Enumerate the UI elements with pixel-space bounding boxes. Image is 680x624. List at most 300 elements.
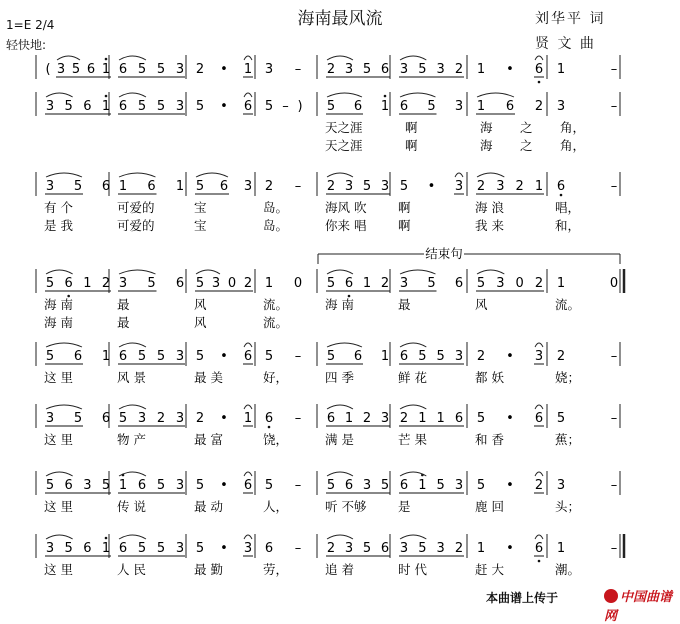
lyric-word: 海 浪: [475, 200, 504, 215]
note: 2: [264, 179, 274, 194]
note: 1: [418, 478, 427, 493]
lyric-word: 最: [117, 297, 130, 312]
note: 1: [556, 62, 566, 77]
slur: [46, 270, 73, 274]
note: –: [294, 411, 302, 426]
lyric-word: 这 里: [44, 562, 73, 577]
lyric-word: 最: [117, 315, 130, 330]
lyric-word: 啊: [398, 218, 411, 233]
note: 5: [195, 179, 205, 194]
note: 5: [73, 411, 83, 426]
lyric-word: 海风 吹: [325, 200, 367, 215]
note: 3: [45, 541, 55, 556]
note: 5: [195, 99, 205, 114]
lyric-word: 好，: [263, 370, 289, 385]
lyric-word: 赶 大: [475, 562, 504, 577]
slur: [400, 343, 426, 347]
slur: [327, 535, 353, 539]
low-octave-dot: [560, 194, 563, 197]
note: 6: [399, 99, 409, 114]
note: –: [610, 478, 618, 493]
note: 5: [195, 349, 205, 364]
note: 3: [175, 541, 185, 556]
note: 3: [436, 62, 445, 77]
note: 6: [556, 179, 566, 194]
lyric-word: 这 里: [44, 370, 73, 385]
note: 5: [362, 541, 372, 556]
note: 3: [56, 62, 66, 77]
note: 2: [399, 411, 409, 426]
slur: [327, 343, 362, 347]
note: 5: [45, 276, 55, 291]
note: 6: [86, 62, 96, 77]
note: 5: [418, 62, 427, 77]
note: 5: [427, 276, 436, 291]
slur: [400, 535, 426, 539]
high-octave-dot: [105, 95, 108, 98]
note: 5: [399, 179, 409, 194]
note: 3: [534, 349, 544, 364]
note: 5: [195, 276, 205, 291]
low-octave-dot: [268, 426, 271, 429]
note: 3: [264, 62, 274, 77]
lyric-word: 可爱的: [117, 200, 155, 215]
note: 1: [556, 541, 566, 556]
note: –: [610, 62, 618, 77]
lyric-word: 流。: [263, 297, 289, 312]
note: 1: [175, 179, 185, 194]
note: •: [220, 62, 228, 77]
note: 1: [101, 541, 111, 556]
lyric-word: 满 是: [325, 432, 354, 447]
lyric-word: 时 代: [398, 562, 427, 577]
slur: [327, 405, 353, 409]
note: 5: [264, 349, 274, 364]
note: •: [506, 62, 514, 77]
note: 6: [219, 179, 229, 194]
note: 6: [534, 411, 544, 426]
note: –: [294, 62, 302, 77]
note: 6: [243, 478, 253, 493]
slur: [46, 535, 73, 539]
note: 1: [476, 541, 486, 556]
note: 1: [380, 349, 390, 364]
note: •: [506, 478, 514, 493]
slur: [57, 56, 80, 60]
lyric-word: 四 季: [325, 370, 354, 385]
slur: [119, 173, 156, 177]
note: 3: [137, 411, 147, 426]
note: 2: [534, 276, 544, 291]
slur: [119, 270, 156, 274]
lyric-word: 最 勤: [194, 562, 223, 577]
composer-credit: 贤 文 曲: [535, 36, 596, 52]
slur: [46, 343, 82, 347]
note: 5: [380, 478, 390, 493]
slur: [119, 343, 146, 347]
slur: [46, 93, 73, 97]
note: 1: [418, 411, 427, 426]
note: 3: [496, 179, 505, 194]
note: 5: [45, 349, 55, 364]
note: 6: [534, 62, 544, 77]
note: 3: [362, 478, 372, 493]
lyric-word: 流。: [263, 315, 289, 330]
lyric-word: 这 里: [44, 499, 73, 514]
note: 6: [83, 541, 92, 556]
note: 6: [326, 411, 336, 426]
lyric-word: 和，: [555, 218, 581, 233]
slur: [244, 405, 252, 409]
lyric-word: 鹿 回: [475, 499, 504, 514]
note: 3: [380, 411, 390, 426]
note: (: [45, 62, 51, 77]
note: 3: [344, 179, 354, 194]
lyric-word: 可爱的: [117, 218, 155, 233]
note: 2: [534, 478, 544, 493]
note: 1: [101, 349, 111, 364]
lyric-word: 天之涯: [325, 138, 363, 153]
slur: [46, 405, 82, 409]
slur: [244, 535, 252, 539]
note: 2: [326, 179, 336, 194]
note: 1: [476, 99, 486, 114]
note: 6: [101, 411, 111, 426]
note: 5: [476, 411, 486, 426]
lyric-word: 风 景: [117, 370, 146, 385]
lyric-word: 宝: [194, 200, 207, 215]
note: 6: [243, 349, 253, 364]
note: •: [506, 349, 514, 364]
note: 6: [118, 99, 128, 114]
note: 3: [496, 276, 505, 291]
note: 6: [73, 349, 83, 364]
high-octave-dot: [384, 95, 387, 98]
slur: [535, 535, 543, 539]
lyric-word: 有 个: [44, 200, 73, 215]
lyric-word: 传 说: [117, 499, 146, 514]
slur: [244, 343, 252, 347]
note: 6: [137, 478, 147, 493]
note: 1: [476, 62, 486, 77]
lyric-word: 啊: [405, 120, 418, 135]
note: 2: [380, 276, 390, 291]
note: 1: [362, 276, 372, 291]
slur: [196, 173, 228, 177]
note: 6: [454, 411, 464, 426]
note: 5: [362, 179, 372, 194]
note: 2: [156, 411, 166, 426]
note: 1: [243, 62, 253, 77]
slur: [46, 472, 73, 476]
slur: [477, 93, 514, 97]
note: 2: [454, 541, 464, 556]
note: 6: [101, 179, 111, 194]
note: 3: [175, 99, 185, 114]
lyric-word: 海: [480, 120, 493, 135]
note: 6: [147, 179, 156, 194]
note: •: [506, 541, 514, 556]
note: 5: [64, 99, 73, 114]
lyric-word: 头；: [555, 499, 581, 514]
note: –: [610, 99, 618, 114]
note: 1: [264, 276, 274, 291]
note: 6: [534, 541, 544, 556]
note: 1: [83, 276, 92, 291]
note: 2: [326, 541, 336, 556]
lyric-word: 风: [194, 297, 207, 312]
slur: [327, 173, 353, 177]
note: 1: [344, 411, 354, 426]
note: 0: [515, 276, 524, 291]
low-octave-dot: [538, 560, 541, 563]
lyric-word: 角，: [560, 138, 586, 153]
note: 3: [175, 411, 185, 426]
lyric-word: 天之涯: [325, 120, 363, 135]
note: 6: [264, 541, 274, 556]
note: 3: [399, 541, 409, 556]
high-octave-dot: [105, 58, 108, 61]
note: 5: [156, 62, 166, 77]
note: 2: [243, 276, 253, 291]
note: 1: [101, 99, 111, 114]
note: 3: [344, 541, 354, 556]
note: 6: [399, 349, 409, 364]
note: 6: [505, 99, 515, 114]
lyric-word: 风: [475, 297, 488, 312]
note: 6: [380, 541, 390, 556]
lyric-word: 是 我: [44, 218, 73, 233]
note: 0: [609, 276, 619, 291]
slur: [244, 56, 252, 60]
note: 5: [195, 541, 205, 556]
lyric-word: 角，: [560, 120, 586, 135]
note: –: [294, 349, 302, 364]
note: 3: [454, 179, 464, 194]
lyric-word: 娆；: [555, 370, 581, 385]
note: 5: [147, 276, 156, 291]
note: 2: [362, 411, 372, 426]
note: 3: [454, 99, 464, 114]
slur: [477, 270, 504, 274]
note: 3: [344, 62, 354, 77]
note: 3: [556, 478, 566, 493]
note: 3: [436, 541, 445, 556]
note: 0: [293, 276, 303, 291]
slur: [400, 270, 436, 274]
lyric-word: 唱，: [555, 200, 581, 215]
note: 2: [556, 349, 566, 364]
lyric-word: 芒 果: [398, 432, 427, 447]
note: –: [294, 541, 302, 556]
note: 1: [101, 62, 111, 77]
lyric-word: 流。: [555, 297, 581, 312]
note: 2: [476, 349, 486, 364]
note: 5: [101, 478, 111, 493]
note: 5: [195, 478, 205, 493]
lyric-word: 饶，: [263, 432, 289, 447]
slur: [244, 93, 252, 97]
note: 1: [243, 411, 253, 426]
lyric-word: 蕉；: [555, 432, 581, 447]
note: 5: [418, 541, 427, 556]
note: 3: [399, 276, 409, 291]
lyric-word: 啊: [405, 138, 418, 153]
slur: [119, 56, 146, 60]
note: 6: [399, 478, 409, 493]
note: 3: [83, 478, 92, 493]
note: ): [297, 99, 303, 114]
note: 0: [227, 276, 237, 291]
lyric-word: 和 香: [475, 432, 504, 447]
note: 5: [476, 276, 486, 291]
note: 6: [243, 99, 253, 114]
slur: [400, 405, 426, 409]
low-octave-dot: [538, 81, 541, 84]
note: 3: [556, 99, 566, 114]
note: 5: [556, 411, 566, 426]
lyric-word: 岛。: [263, 200, 289, 215]
note: 5: [156, 99, 166, 114]
note: 3: [243, 179, 253, 194]
note: 6: [64, 478, 73, 493]
note: 5: [264, 478, 274, 493]
note: 6: [353, 349, 363, 364]
note: 3: [243, 541, 253, 556]
lyric-word: 物 产: [117, 432, 146, 447]
lyric-word: 海 南: [325, 297, 354, 312]
note: •: [220, 349, 228, 364]
lyric-word: 都 妖: [475, 370, 504, 385]
slur: [327, 93, 362, 97]
note: 5: [71, 62, 81, 77]
note: 5: [427, 99, 436, 114]
site-logo: 中国曲谱网: [604, 590, 673, 624]
note: 6: [353, 99, 363, 114]
note: 5: [137, 62, 147, 77]
note: 5: [436, 478, 445, 493]
note: 5: [137, 541, 147, 556]
note: 3: [380, 179, 390, 194]
high-octave-dot: [105, 537, 108, 540]
note: –: [610, 411, 618, 426]
note: 6: [344, 478, 354, 493]
lyric-word: 你来 唱: [325, 218, 367, 233]
note: •: [220, 411, 228, 426]
note: 5: [137, 99, 147, 114]
note: –: [610, 179, 618, 194]
lyric-word: 之: [520, 138, 533, 153]
lyric-word: 宝: [194, 218, 207, 233]
lyric-word: 最 富: [194, 432, 223, 447]
lyric-word: 最 动: [194, 499, 223, 514]
note: 6: [118, 349, 128, 364]
slur: [119, 535, 146, 539]
note: 1: [118, 478, 128, 493]
note: 5: [156, 541, 166, 556]
lyric-word: 海 南: [44, 297, 73, 312]
note: 6: [380, 62, 390, 77]
note: •: [220, 541, 228, 556]
note: 1: [380, 99, 390, 114]
note: 5: [45, 478, 55, 493]
lyric-word: 这 里: [44, 432, 73, 447]
note: 2: [454, 62, 464, 77]
lyric-word: 鲜 花: [398, 370, 427, 385]
slur: [535, 472, 543, 476]
note: –: [282, 99, 289, 114]
note: 6: [118, 62, 128, 77]
slur: [327, 270, 353, 274]
lyricist-credit: 刘华平 词: [535, 11, 606, 27]
note: 5: [476, 478, 486, 493]
note: 2: [515, 179, 524, 194]
tempo-marking: 轻快地:: [6, 38, 47, 52]
note: 5: [362, 62, 372, 77]
song-title: 海南最风流: [297, 9, 383, 29]
note: 5: [326, 276, 336, 291]
note: 5: [436, 349, 445, 364]
note: 3: [211, 276, 221, 291]
note: 3: [399, 62, 409, 77]
note: 5: [326, 349, 336, 364]
note: 3: [175, 478, 185, 493]
slur: [400, 56, 426, 60]
slur: [119, 93, 146, 97]
note: 6: [83, 99, 92, 114]
note: 3: [175, 62, 185, 77]
lyric-word: 听 不够: [325, 499, 367, 514]
lyric-word: 人，: [263, 499, 289, 514]
slur: [244, 472, 252, 476]
note: 3: [454, 478, 464, 493]
note: 5: [264, 99, 274, 114]
note: 2: [195, 62, 205, 77]
note: 3: [45, 99, 55, 114]
note: 6: [344, 276, 354, 291]
note: 3: [45, 411, 55, 426]
note: 5: [137, 349, 147, 364]
lyric-word: 最 美: [194, 370, 223, 385]
note: •: [220, 478, 228, 493]
note: 3: [175, 349, 185, 364]
lyric-word: 人 民: [117, 562, 146, 577]
note: 3: [45, 179, 55, 194]
slur: [400, 93, 436, 97]
note: •: [220, 99, 228, 114]
note: 3: [118, 276, 128, 291]
slur: [196, 270, 220, 274]
note: 5: [73, 179, 83, 194]
lyric-word: 追 着: [325, 562, 354, 577]
key-signature: 1=E 2/4: [6, 18, 55, 32]
slur: [327, 472, 353, 476]
note: 5: [64, 541, 73, 556]
note: 1: [534, 179, 544, 194]
note: 5: [326, 478, 336, 493]
note: 5: [418, 349, 427, 364]
lyric-word: 是: [398, 499, 411, 514]
note: 2: [534, 99, 544, 114]
slur: [535, 343, 543, 347]
lyric-word: 啊: [398, 200, 411, 215]
note: –: [610, 349, 618, 364]
slur: [119, 405, 146, 409]
ending-label: 结束句: [425, 246, 463, 261]
logo-mark-icon: [604, 589, 618, 603]
lyric-word: 风: [194, 315, 207, 330]
lyric-word: 之: [520, 120, 533, 135]
